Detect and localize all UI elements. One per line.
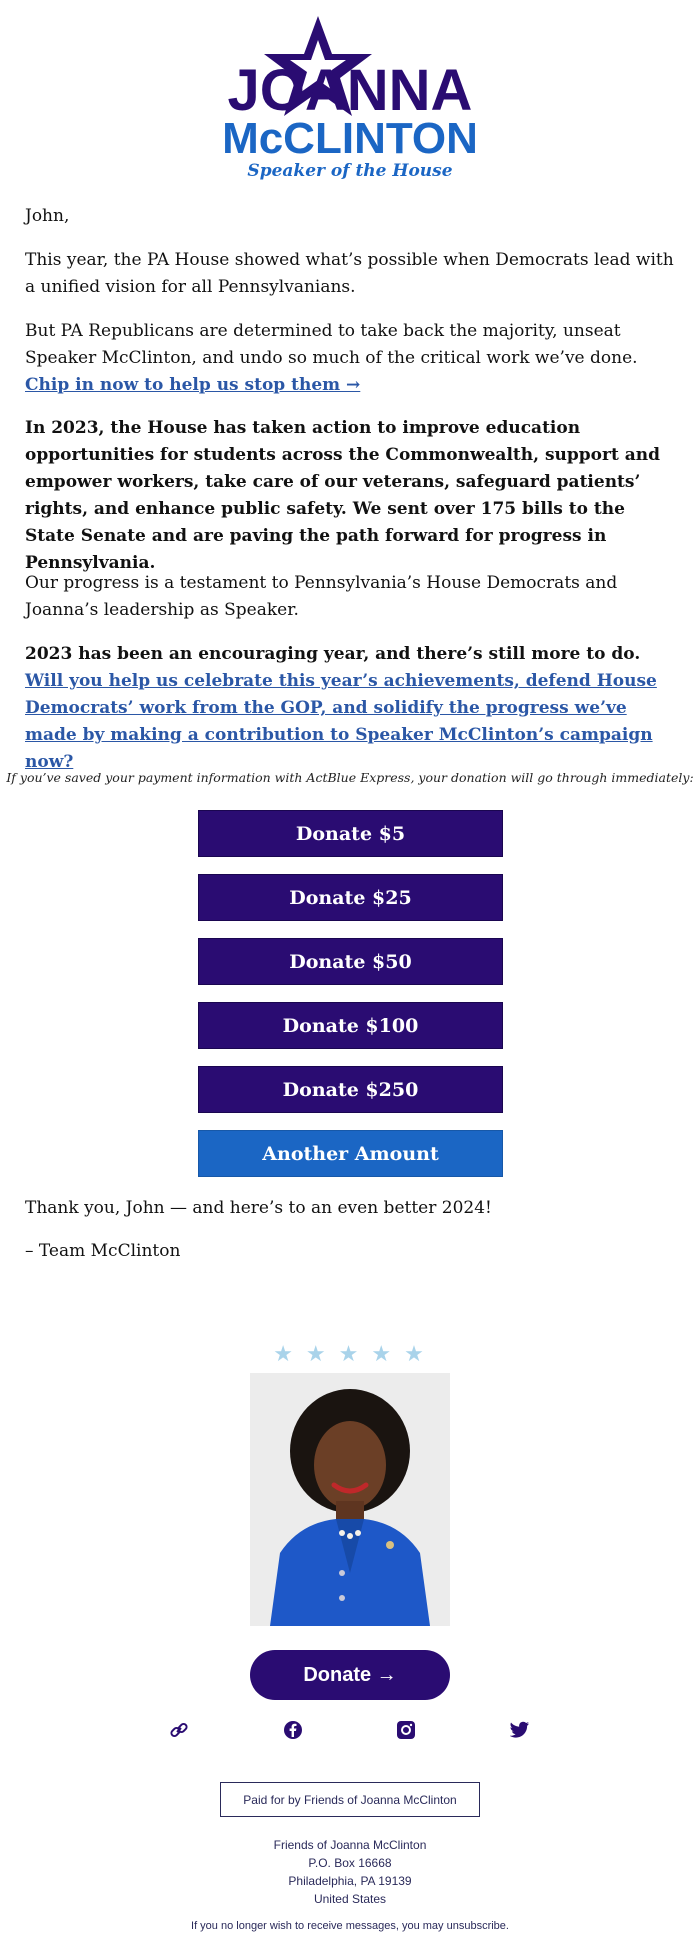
- twitter-icon[interactable]: [508, 1718, 532, 1742]
- logo-first-name: JOANNA: [227, 58, 473, 123]
- address-line: United States: [313, 1892, 387, 1906]
- instagram-icon[interactable]: [394, 1718, 418, 1742]
- unsubscribe-notice: If you no longer wish to receive messages, you may unsubscribe.: [191, 1920, 509, 1932]
- donate-100-button[interactable]: Donate $100: [198, 1002, 503, 1049]
- logo-last-name: McCLINTON: [222, 114, 478, 163]
- celebrate-link[interactable]: Will you help us celebrate this year’s achievements, defend House Democrats’ work from the GOP, and solidify the progress we’ve made by making a contribution to Speaker McClinton’s campaign now?: [25, 671, 657, 772]
- facebook-icon[interactable]: [281, 1718, 305, 1742]
- paragraph-4: Our progress is a testament to Pennsylvania’s House Democrats and Joanna’s leadership as Speaker.: [25, 573, 618, 620]
- paragraph-1: This year, the PA House showed what’s possible when Democrats lead with a unified vision for all Pennsylvanians.: [25, 250, 674, 297]
- campaign-logo: [0, 10, 700, 180]
- link-icon[interactable]: [167, 1718, 191, 1742]
- chip-in-link[interactable]: Chip in now to help us stop them →: [25, 375, 361, 395]
- candidate-portrait: [250, 1373, 450, 1626]
- donate-5-button[interactable]: Donate $5: [198, 810, 503, 857]
- paragraph-2: But PA Republicans are determined to take back the majority, unseat Speaker McClinton, and undo so much of the critical work we’ve done. Chip in now to help us stop them →: [25, 321, 638, 395]
- address-line: Philadelphia, PA 19139: [288, 1874, 412, 1888]
- address-line: P.O. Box 16668: [308, 1856, 392, 1870]
- footer-donate-button[interactable]: Donate →: [250, 1650, 450, 1700]
- actblue-note: If you’ve saved your payment information with ActBlue Express, your donation will go through immediately:: [6, 770, 694, 785]
- logo-tagline: Speaker of the House: [247, 161, 453, 180]
- another-amount-button[interactable]: Another Amount: [198, 1130, 503, 1177]
- unsubscribe-link[interactable]: unsubscribe.: [446, 1920, 509, 1932]
- donate-250-button[interactable]: Donate $250: [198, 1066, 503, 1113]
- decorative-stars-icon: ★ ★ ★ ★ ★: [273, 1342, 427, 1367]
- signoff: – Team McClinton: [25, 1241, 181, 1261]
- paid-for-disclaimer: Paid for by Friends of Joanna McClinton: [220, 1782, 480, 1817]
- greeting: John,: [25, 206, 70, 226]
- address-line: Friends of Joanna McClinton: [273, 1838, 427, 1852]
- paragraph-3: In 2023, the House has taken action to improve education opportunities for students across the Commonwealth, support and empower workers, take care of our veterans, safeguard patients’ rights, and enhance public safety. We sent over 175 bills to the State Senate and are paving the path forward for progress in Pennsylvania.: [25, 418, 660, 573]
- mailing-address: [0, 1836, 700, 1908]
- closing-line: Thank you, John — and here’s to an even better 2024!: [25, 1198, 492, 1218]
- paragraph-5: 2023 has been an encouraging year, and there’s still more to do. Will you help us celebrate this year’s achievements, defend House Democrats’ work from the GOP, and solidify the progress we’ve made by making a contribution to Speaker McClinton’s campaign now?: [25, 644, 657, 772]
- donate-50-button[interactable]: Donate $50: [198, 938, 503, 985]
- donate-25-button[interactable]: Donate $25: [198, 874, 503, 921]
